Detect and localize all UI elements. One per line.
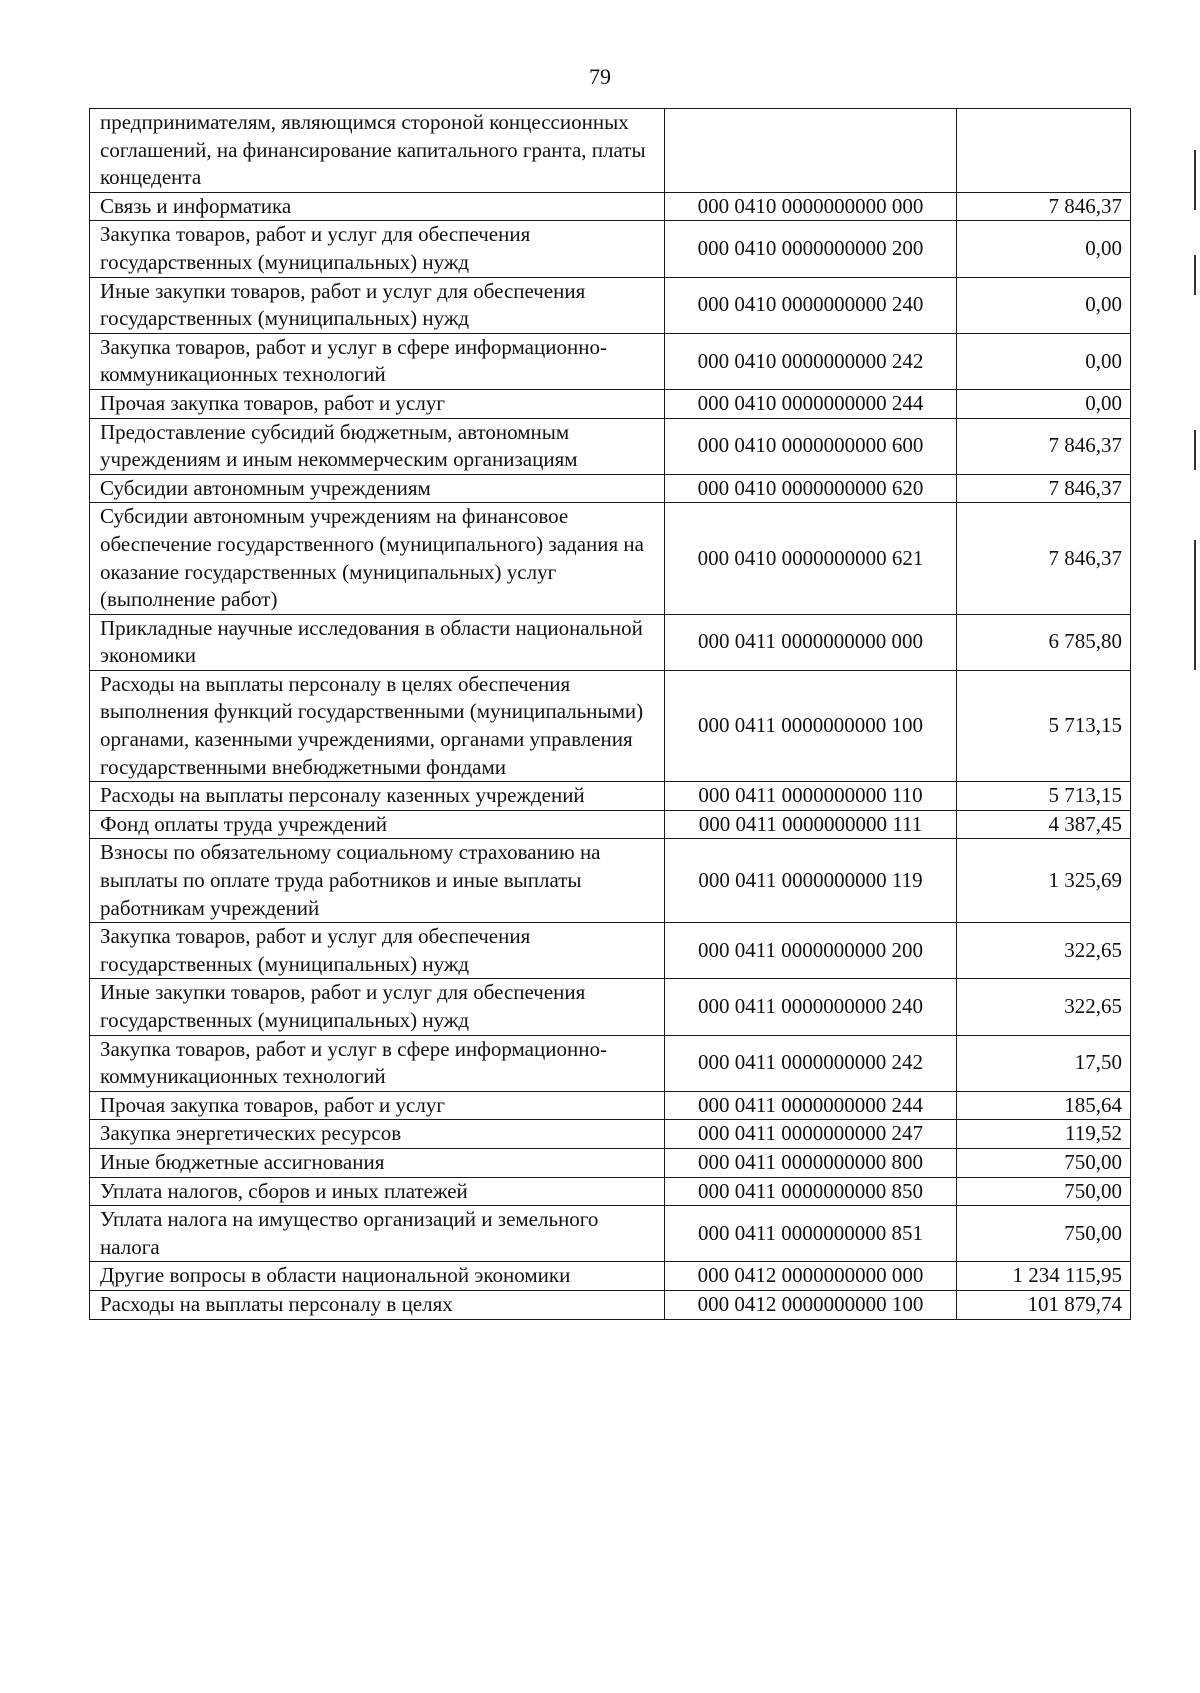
row-description: Закупка товаров, работ и услуг в сфере информационно-коммуникационных технологий — [90, 1035, 665, 1091]
row-description: Уплата налогов, сборов и иных платежей — [90, 1177, 665, 1206]
table-row — [90, 389, 1131, 418]
row-description: Расходы на выплаты персоналу казенных учреждений — [90, 782, 665, 811]
scan-edge-mark — [1194, 540, 1196, 670]
row-description: Расходы на выплаты персоналу в целях — [90, 1290, 665, 1319]
table-body — [90, 109, 1131, 1320]
table-row — [90, 1035, 1131, 1091]
row-description: Прочая закупка товаров, работ и услуг — [90, 389, 665, 418]
table-row — [90, 670, 1131, 781]
table-row — [90, 1262, 1131, 1291]
table-row — [90, 418, 1131, 474]
row-budget-code: 000 0411 0000000000 100 — [665, 670, 957, 781]
row-budget-code: 000 0412 0000000000 100 — [665, 1290, 957, 1319]
row-amount: 7 846,37 — [957, 192, 1131, 221]
row-description: Закупка товаров, работ и услуг для обеспечения государственных (муниципальных) нужд — [90, 221, 665, 277]
row-amount: 1 234 115,95 — [957, 1262, 1131, 1291]
table-row — [90, 1148, 1131, 1177]
row-amount: 119,52 — [957, 1120, 1131, 1149]
row-description: Иные бюджетные ассигнования — [90, 1148, 665, 1177]
row-description: Субсидии автономным учреждениям — [90, 474, 665, 503]
row-amount: 0,00 — [957, 389, 1131, 418]
table-row — [90, 1290, 1131, 1319]
row-description: Иные закупки товаров, работ и услуг для обеспечения государственных (муниципальных) нужд — [90, 979, 665, 1035]
table-row — [90, 109, 1131, 193]
table-row — [90, 1120, 1131, 1149]
row-description: Предоставление субсидий бюджетным, автономным учреждениям и иным некоммерческим организациям — [90, 418, 665, 474]
row-amount: 5 713,15 — [957, 670, 1131, 781]
scan-edge-mark — [1194, 150, 1196, 210]
row-budget-code: 000 0411 0000000000 850 — [665, 1177, 957, 1206]
row-budget-code: 000 0411 0000000000 000 — [665, 614, 957, 670]
row-amount: 0,00 — [957, 221, 1131, 277]
page-number: 79 — [589, 64, 611, 89]
row-description: Иные закупки товаров, работ и услуг для обеспечения государственных (муниципальных) нужд — [90, 277, 665, 333]
row-description: Субсидии автономным учреждениям на финансовое обеспечение государственного (муниципального) задания на оказание государственных (муниципальных) услуг (выполнение работ) — [90, 503, 665, 614]
row-description: Другие вопросы в области национальной экономики — [90, 1262, 665, 1291]
row-amount: 0,00 — [957, 277, 1131, 333]
table-row — [90, 192, 1131, 221]
row-amount: 7 846,37 — [957, 418, 1131, 474]
row-budget-code: 000 0410 0000000000 600 — [665, 418, 957, 474]
row-budget-code: 000 0411 0000000000 851 — [665, 1206, 957, 1262]
table-row — [90, 277, 1131, 333]
row-description: Взносы по обязательному социальному страхованию на выплаты по оплате труда работников и иные выплаты работникам учреждений — [90, 839, 665, 923]
row-description: Фонд оплаты труда учреждений — [90, 810, 665, 839]
row-description: Закупка товаров, работ и услуг в сфере информационно-коммуникационных технологий — [90, 333, 665, 389]
table-row — [90, 782, 1131, 811]
row-amount: 101 879,74 — [957, 1290, 1131, 1319]
table-row — [90, 474, 1131, 503]
row-amount: 322,65 — [957, 979, 1131, 1035]
row-budget-code — [665, 109, 957, 193]
table-row — [90, 923, 1131, 979]
row-budget-code: 000 0411 0000000000 247 — [665, 1120, 957, 1149]
row-budget-code: 000 0410 0000000000 620 — [665, 474, 957, 503]
scan-edge-mark — [1194, 430, 1196, 470]
row-budget-code: 000 0411 0000000000 110 — [665, 782, 957, 811]
row-amount: 5 713,15 — [957, 782, 1131, 811]
row-description: Закупка энергетических ресурсов — [90, 1120, 665, 1149]
row-budget-code: 000 0411 0000000000 242 — [665, 1035, 957, 1091]
row-description: Закупка товаров, работ и услуг для обеспечения государственных (муниципальных) нужд — [90, 923, 665, 979]
row-description: Прикладные научные исследования в области национальной экономики — [90, 614, 665, 670]
row-amount: 750,00 — [957, 1148, 1131, 1177]
row-description: Связь и информатика — [90, 192, 665, 221]
row-amount: 7 846,37 — [957, 474, 1131, 503]
table-row — [90, 1177, 1131, 1206]
row-budget-code: 000 0411 0000000000 244 — [665, 1091, 957, 1120]
row-description: Расходы на выплаты персоналу в целях обеспечения выполнения функций государственными (муниципальными) органами, казенными учреждениями, органами управления государственными внебюджетными фондами — [90, 670, 665, 781]
row-amount: 185,64 — [957, 1091, 1131, 1120]
table-row — [90, 1091, 1131, 1120]
row-amount: 750,00 — [957, 1206, 1131, 1262]
row-amount: 0,00 — [957, 333, 1131, 389]
row-budget-code: 000 0411 0000000000 200 — [665, 923, 957, 979]
row-amount: 7 846,37 — [957, 503, 1131, 614]
row-description: предпринимателям, являющимся стороной концессионных соглашений, на финансирование капитального гранта, платы концедента — [90, 109, 665, 193]
row-budget-code: 000 0410 0000000000 242 — [665, 333, 957, 389]
table-row — [90, 333, 1131, 389]
table-row — [90, 810, 1131, 839]
row-budget-code: 000 0410 0000000000 240 — [665, 277, 957, 333]
row-amount: 6 785,80 — [957, 614, 1131, 670]
scan-edge-mark — [1194, 255, 1196, 295]
row-amount: 750,00 — [957, 1177, 1131, 1206]
row-budget-code: 000 0411 0000000000 111 — [665, 810, 957, 839]
row-description: Уплата налога на имущество организаций и земельного налога — [90, 1206, 665, 1262]
table-row — [90, 503, 1131, 614]
table-row — [90, 614, 1131, 670]
row-amount: 1 325,69 — [957, 839, 1131, 923]
table-row — [90, 221, 1131, 277]
row-amount — [957, 109, 1131, 193]
budget-table — [89, 108, 1131, 1320]
row-budget-code: 000 0410 0000000000 621 — [665, 503, 957, 614]
row-amount: 4 387,45 — [957, 810, 1131, 839]
row-budget-code: 000 0410 0000000000 200 — [665, 221, 957, 277]
row-budget-code: 000 0411 0000000000 119 — [665, 839, 957, 923]
table-row — [90, 839, 1131, 923]
row-amount: 322,65 — [957, 923, 1131, 979]
row-budget-code: 000 0410 0000000000 244 — [665, 389, 957, 418]
row-budget-code: 000 0412 0000000000 000 — [665, 1262, 957, 1291]
row-budget-code: 000 0411 0000000000 240 — [665, 979, 957, 1035]
row-amount: 17,50 — [957, 1035, 1131, 1091]
row-budget-code: 000 0411 0000000000 800 — [665, 1148, 957, 1177]
table-row — [90, 979, 1131, 1035]
row-budget-code: 000 0410 0000000000 000 — [665, 192, 957, 221]
table-row — [90, 1206, 1131, 1262]
row-description: Прочая закупка товаров, работ и услуг — [90, 1091, 665, 1120]
